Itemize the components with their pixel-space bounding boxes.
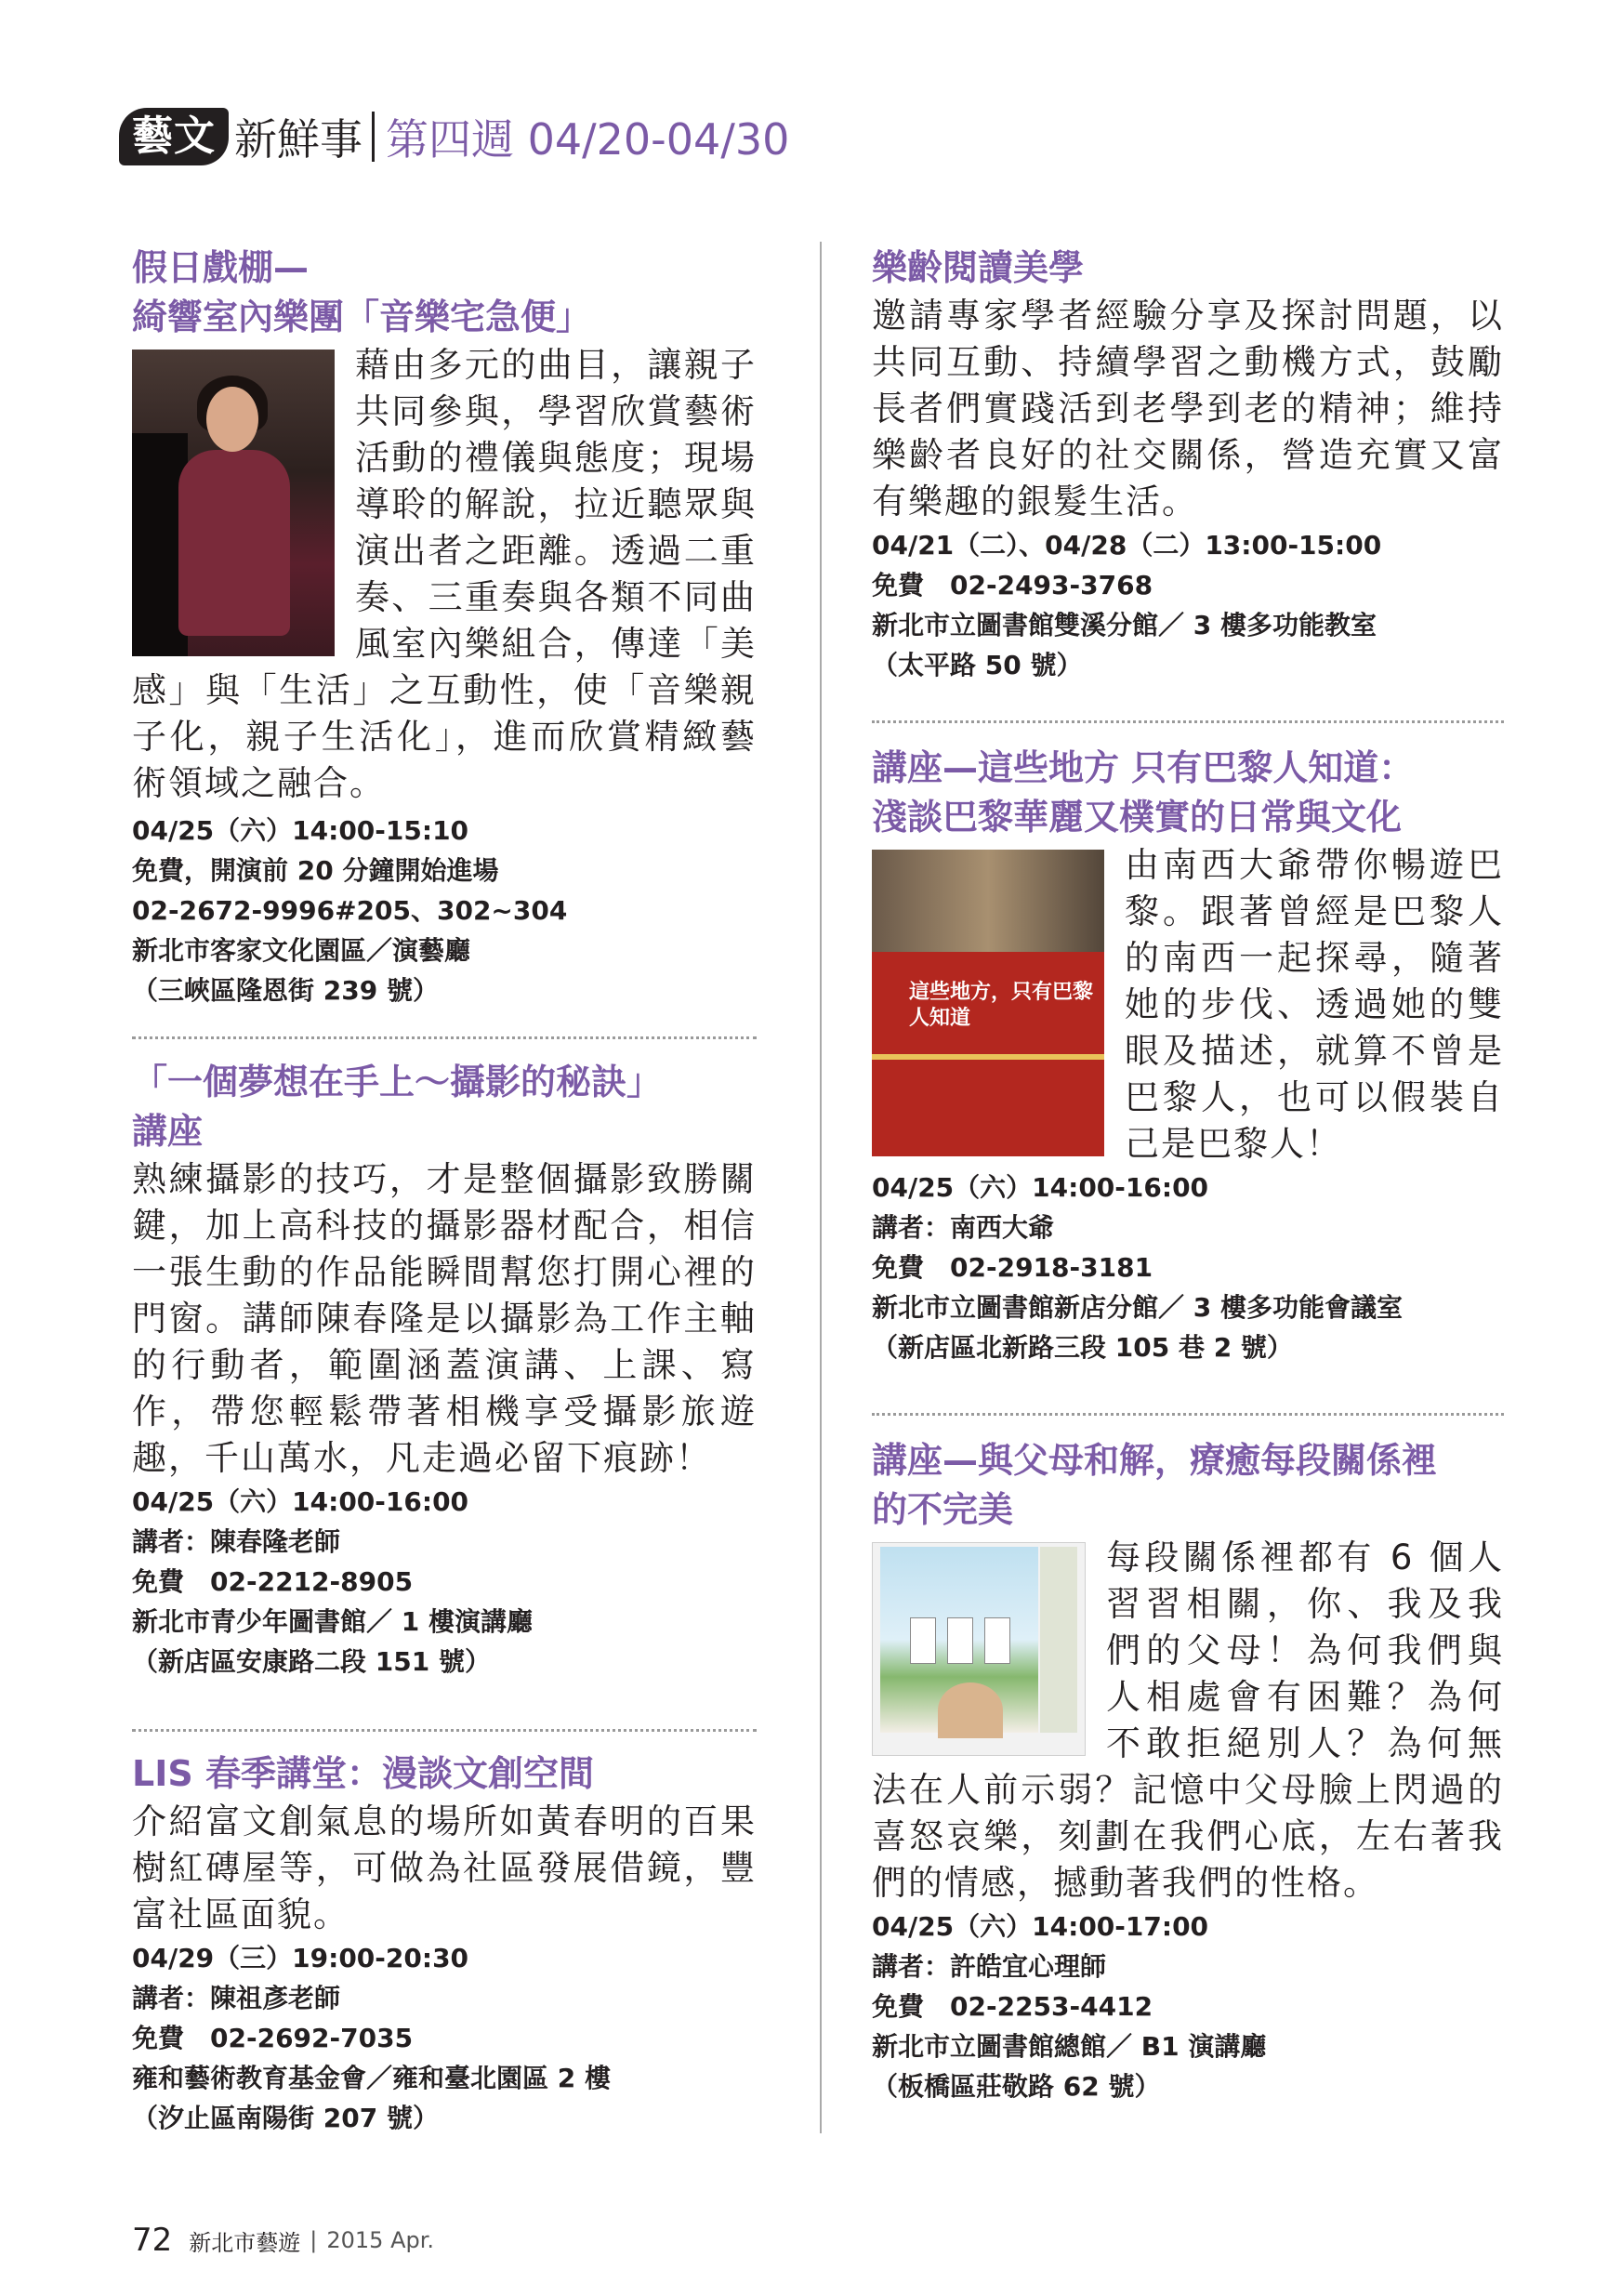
event-date: 04/29（三）19:00-20:30 [132, 1943, 469, 1973]
event-card [132, 1058, 757, 1682]
event-address: （新店區北新路三段 105 巷 2 號） [872, 1332, 1293, 1363]
event-title [132, 244, 757, 342]
header-divider [372, 112, 375, 162]
event-title-line: 假日戲棚— [132, 247, 310, 288]
event-fee-phone: 免費 02-2493-3768 [872, 570, 1153, 600]
event-title-line: 淺談巴黎華麗又樸實的日常與文化 [872, 797, 1403, 838]
section-divider [132, 1036, 757, 1039]
event-address: （三峽區隆恩街 239 號） [132, 975, 439, 1006]
event-info [872, 1168, 1504, 1367]
event-info [872, 525, 1504, 685]
event-date: 04/25（六）14:00-15:10 [132, 815, 469, 846]
page-footer [132, 2222, 434, 2259]
event-info [132, 1938, 757, 2138]
event-fee: 免費，開演前 20 分鐘開始進場 [132, 855, 499, 886]
event-fee-phone: 免費 02-2253-4412 [872, 1991, 1153, 2022]
section-divider [872, 720, 1504, 723]
event-card [132, 1749, 757, 2138]
event-speaker: 講者：許皓宜心理師 [872, 1951, 1107, 1982]
event-venue: 新北市客家文化園區／演藝廳 [132, 935, 471, 966]
event-card [872, 1436, 1504, 2106]
section-divider [132, 1729, 757, 1732]
event-date: 04/25（六）14:00-17:00 [872, 1911, 1209, 1942]
event-description: 由南西大爺帶你暢遊巴黎。跟著曾經是巴黎人的南西一起探尋，隨著她的步伐、透過她的雙眼及描述，就算不曾是巴黎人，也可以假裝自己是巴黎人！ [1125, 845, 1504, 1164]
event-description: 熟練攝影的技巧，才是整個攝影致勝關鍵，加上高科技的攝影器材配合，相信一張生動的作品能瞬間幫您打開心裡的門窗。講師陳春隆是以攝影為工作主軸的行動者，範圍涵蓋演講、上課、寫作，帶您輕鬆帶著相機享受攝影旅遊趣，千山萬水，凡走過必留下痕跡！ [132, 1159, 757, 1478]
event-address: （汐止區南陽街 207 號） [132, 2103, 439, 2133]
page-number: 72 [132, 2222, 173, 2259]
event-title-line: 的不完美 [872, 1489, 1014, 1530]
event-title-line: 講座—與父母和解，療癒每段關係裡 [872, 1440, 1438, 1481]
event-date: 04/25（六）14:00-16:00 [132, 1486, 469, 1517]
event-info [132, 811, 757, 1010]
event-venue: 新北市立圖書館新店分館／ 3 樓多功能會議室 [872, 1292, 1403, 1323]
week-range: 第四週 04/20-04/30 [386, 114, 790, 165]
section-subtitle: 新鮮事 [234, 114, 362, 165]
book-cover-image [872, 1542, 1086, 1756]
event-speaker: 講者：陳祖彥老師 [132, 1983, 341, 2013]
event-title [872, 744, 1504, 842]
event-phone: 02-2672-9996#205、302~304 [132, 895, 568, 926]
event-card [872, 744, 1504, 1367]
event-title-line: 講座 [132, 1111, 204, 1152]
event-venue: 新北市立圖書館雙溪分館／ 3 樓多功能教室 [872, 610, 1377, 640]
issue-date: 2015 Apr. [326, 2227, 435, 2253]
event-fee-phone: 免費 02-2918-3181 [872, 1252, 1153, 1283]
event-date: 04/25（六）14:00-16:00 [872, 1172, 1209, 1203]
event-title [872, 244, 1504, 293]
event-address: （板橋區莊敬路 62 號） [872, 2071, 1161, 2102]
event-title [872, 1436, 1504, 1535]
column-divider [820, 242, 822, 2133]
pianist-photo [132, 350, 335, 656]
event-card [872, 244, 1504, 685]
event-description: 藉由多元的曲目，讓親子共同參與，學習欣賞藝術活動的禮儀與態度；現場導聆的解說，拉近聽眾與演出者之距離。透過二重奏、三重奏與各類不同曲風室內樂組合，傳達「美感」與「生活」之互動性，使「音樂親子化，親子生活化」，進而欣賞精緻藝術領域之融合。 [132, 345, 757, 803]
event-fee-phone: 免費 02-2212-8905 [132, 1566, 414, 1597]
event-description: 介紹富文創氣息的場所如黃春明的百果樹紅磚屋等，可做為社區發展借鏡，豐富社區面貌。 [132, 1801, 757, 1934]
event-fee-phone: 免費 02-2692-7035 [132, 2023, 414, 2053]
event-description: 每段關係裡都有 6 個人習習相關，你、我及我們的父母！為何我們與人相處會有困難？為何不敢拒絕別人？為何無法在人前示弱？記憶中父母臉上閃過的喜怒哀樂，刻劃在我們心底，左右著我們的情感，撼動著我們的性格。 [872, 1537, 1504, 1903]
book-cover-title: 這些地方，只有巴黎人知道 [909, 981, 1094, 1030]
event-info [872, 1907, 1504, 2106]
event-title [132, 1749, 757, 1799]
event-title-line: 綺響室內樂團「音樂宅急便」 [132, 297, 592, 337]
event-address: （新店區安康路二段 151 號） [132, 1646, 491, 1677]
magazine-name: 新北市藝遊 [189, 2229, 301, 2256]
event-card [132, 244, 757, 1010]
event-speaker: 講者：南西大爺 [872, 1212, 1055, 1243]
event-venue: 雍和藝術教育基金會／雍和臺北園區 2 樓 [132, 2063, 611, 2093]
event-title-line: 講座—這些地方 只有巴黎人知道： [872, 747, 1415, 788]
event-title [132, 1058, 757, 1156]
page-header [119, 104, 789, 169]
section-badge: 藝文 [119, 108, 229, 165]
section-divider [872, 1413, 1504, 1416]
event-info [132, 1482, 757, 1682]
event-date: 04/21（二）、04/28（二）13:00-15:00 [872, 530, 1382, 561]
event-title-line: 樂齡閱讀美學 [872, 247, 1085, 288]
event-speaker: 講者：陳春隆老師 [132, 1526, 341, 1557]
event-title-line: LIS 春季講堂：漫談文創空間 [132, 1753, 594, 1794]
event-venue: 新北市青少年圖書館／ 1 樓演講廳 [132, 1606, 533, 1637]
book-cover-image [872, 850, 1104, 1156]
event-description: 邀請專家學者經驗分享及探討問題，以共同互動、持續學習之動機方式，鼓勵長者們實踐活到老學到老的精神；維持樂齡者良好的社交關係，營造充實又富有樂趣的銀髮生活。 [872, 296, 1504, 521]
event-address: （太平路 50 號） [872, 650, 1083, 680]
event-venue: 新北市立圖書館總館／ B1 演講廳 [872, 2031, 1267, 2062]
footer-separator: | [310, 2227, 318, 2253]
event-title-line: 「一個夢想在手上～攝影的秘訣」 [132, 1062, 663, 1102]
